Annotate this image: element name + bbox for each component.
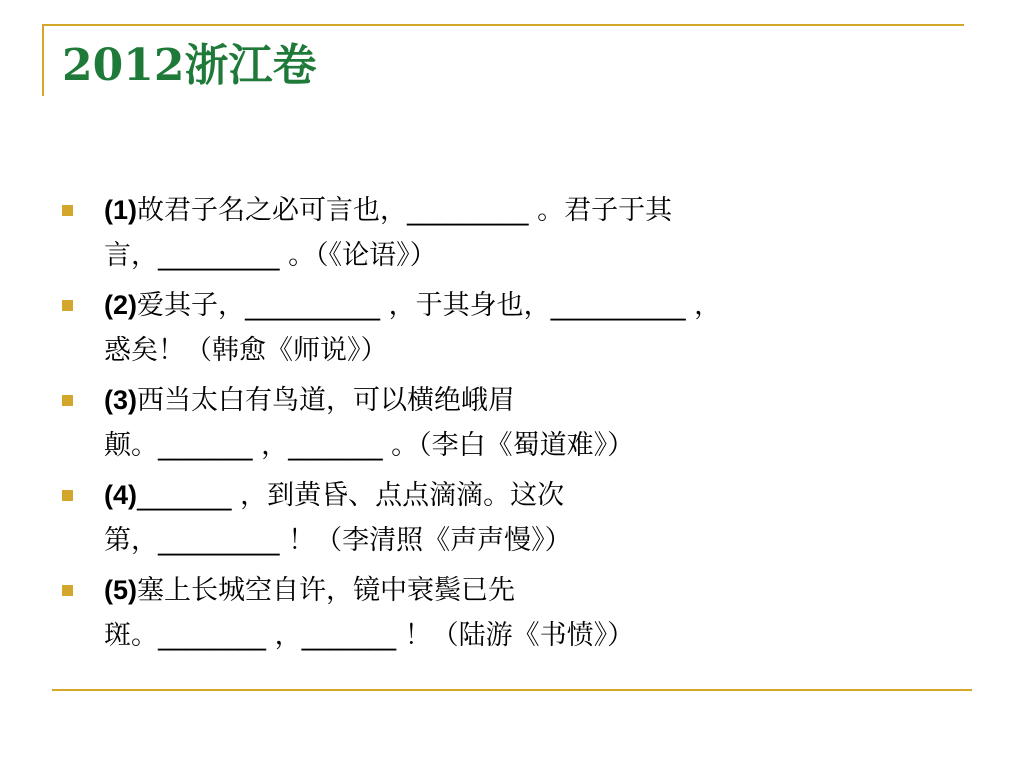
question-line-2: 斑。________ ，_______ ！（陆游《书愤》） (104, 620, 635, 651)
square-bullet-icon (62, 205, 73, 216)
question-item-4 (62, 473, 942, 563)
question-text: _______ ，到黄昏、点点滴滴。这次 (137, 480, 565, 511)
question-text: 爱其子，__________ ，于其身也，__________ ， (137, 290, 722, 321)
question-line-2: 惑矣！（韩愈《师说》） (104, 335, 388, 366)
question-line-1 (104, 378, 942, 423)
frame-left-rule (42, 24, 44, 96)
question-line-1 (104, 473, 942, 518)
question-item-1 (62, 188, 942, 278)
question-list (62, 188, 942, 663)
frame-bottom-rule (52, 689, 972, 691)
square-bullet-icon (62, 585, 73, 596)
question-item-5 (62, 568, 942, 658)
question-number: (1) (104, 195, 137, 225)
square-bullet-icon (62, 490, 73, 501)
frame-top-rule (42, 24, 964, 26)
question-text: 故君子名之必可言也，_________ 。君子于其 (137, 195, 673, 226)
question-number: (5) (104, 575, 137, 605)
question-item-2 (62, 283, 942, 373)
question-item-3 (62, 378, 942, 468)
square-bullet-icon (62, 300, 73, 311)
question-line-2: 言，_________ 。（《论语》） (104, 240, 437, 271)
question-text: 塞上长城空自许，镜中衰鬓已先 (137, 575, 515, 606)
question-number: (3) (104, 385, 137, 415)
question-number: (4) (104, 480, 137, 510)
question-line-2: 颠。_______ ，_______ 。（李白《蜀道难》） (104, 430, 635, 461)
slide-title: 2012浙江卷 (62, 40, 317, 91)
square-bullet-icon (62, 395, 73, 406)
question-number: (2) (104, 290, 137, 320)
question-line-1 (104, 283, 942, 328)
question-line-2: 第，_________ ！（李清照《声声慢》） (104, 525, 572, 556)
question-line-1 (104, 188, 942, 233)
question-line-1 (104, 568, 942, 613)
question-text: 西当太白有鸟道，可以横绝峨眉 (137, 385, 515, 416)
